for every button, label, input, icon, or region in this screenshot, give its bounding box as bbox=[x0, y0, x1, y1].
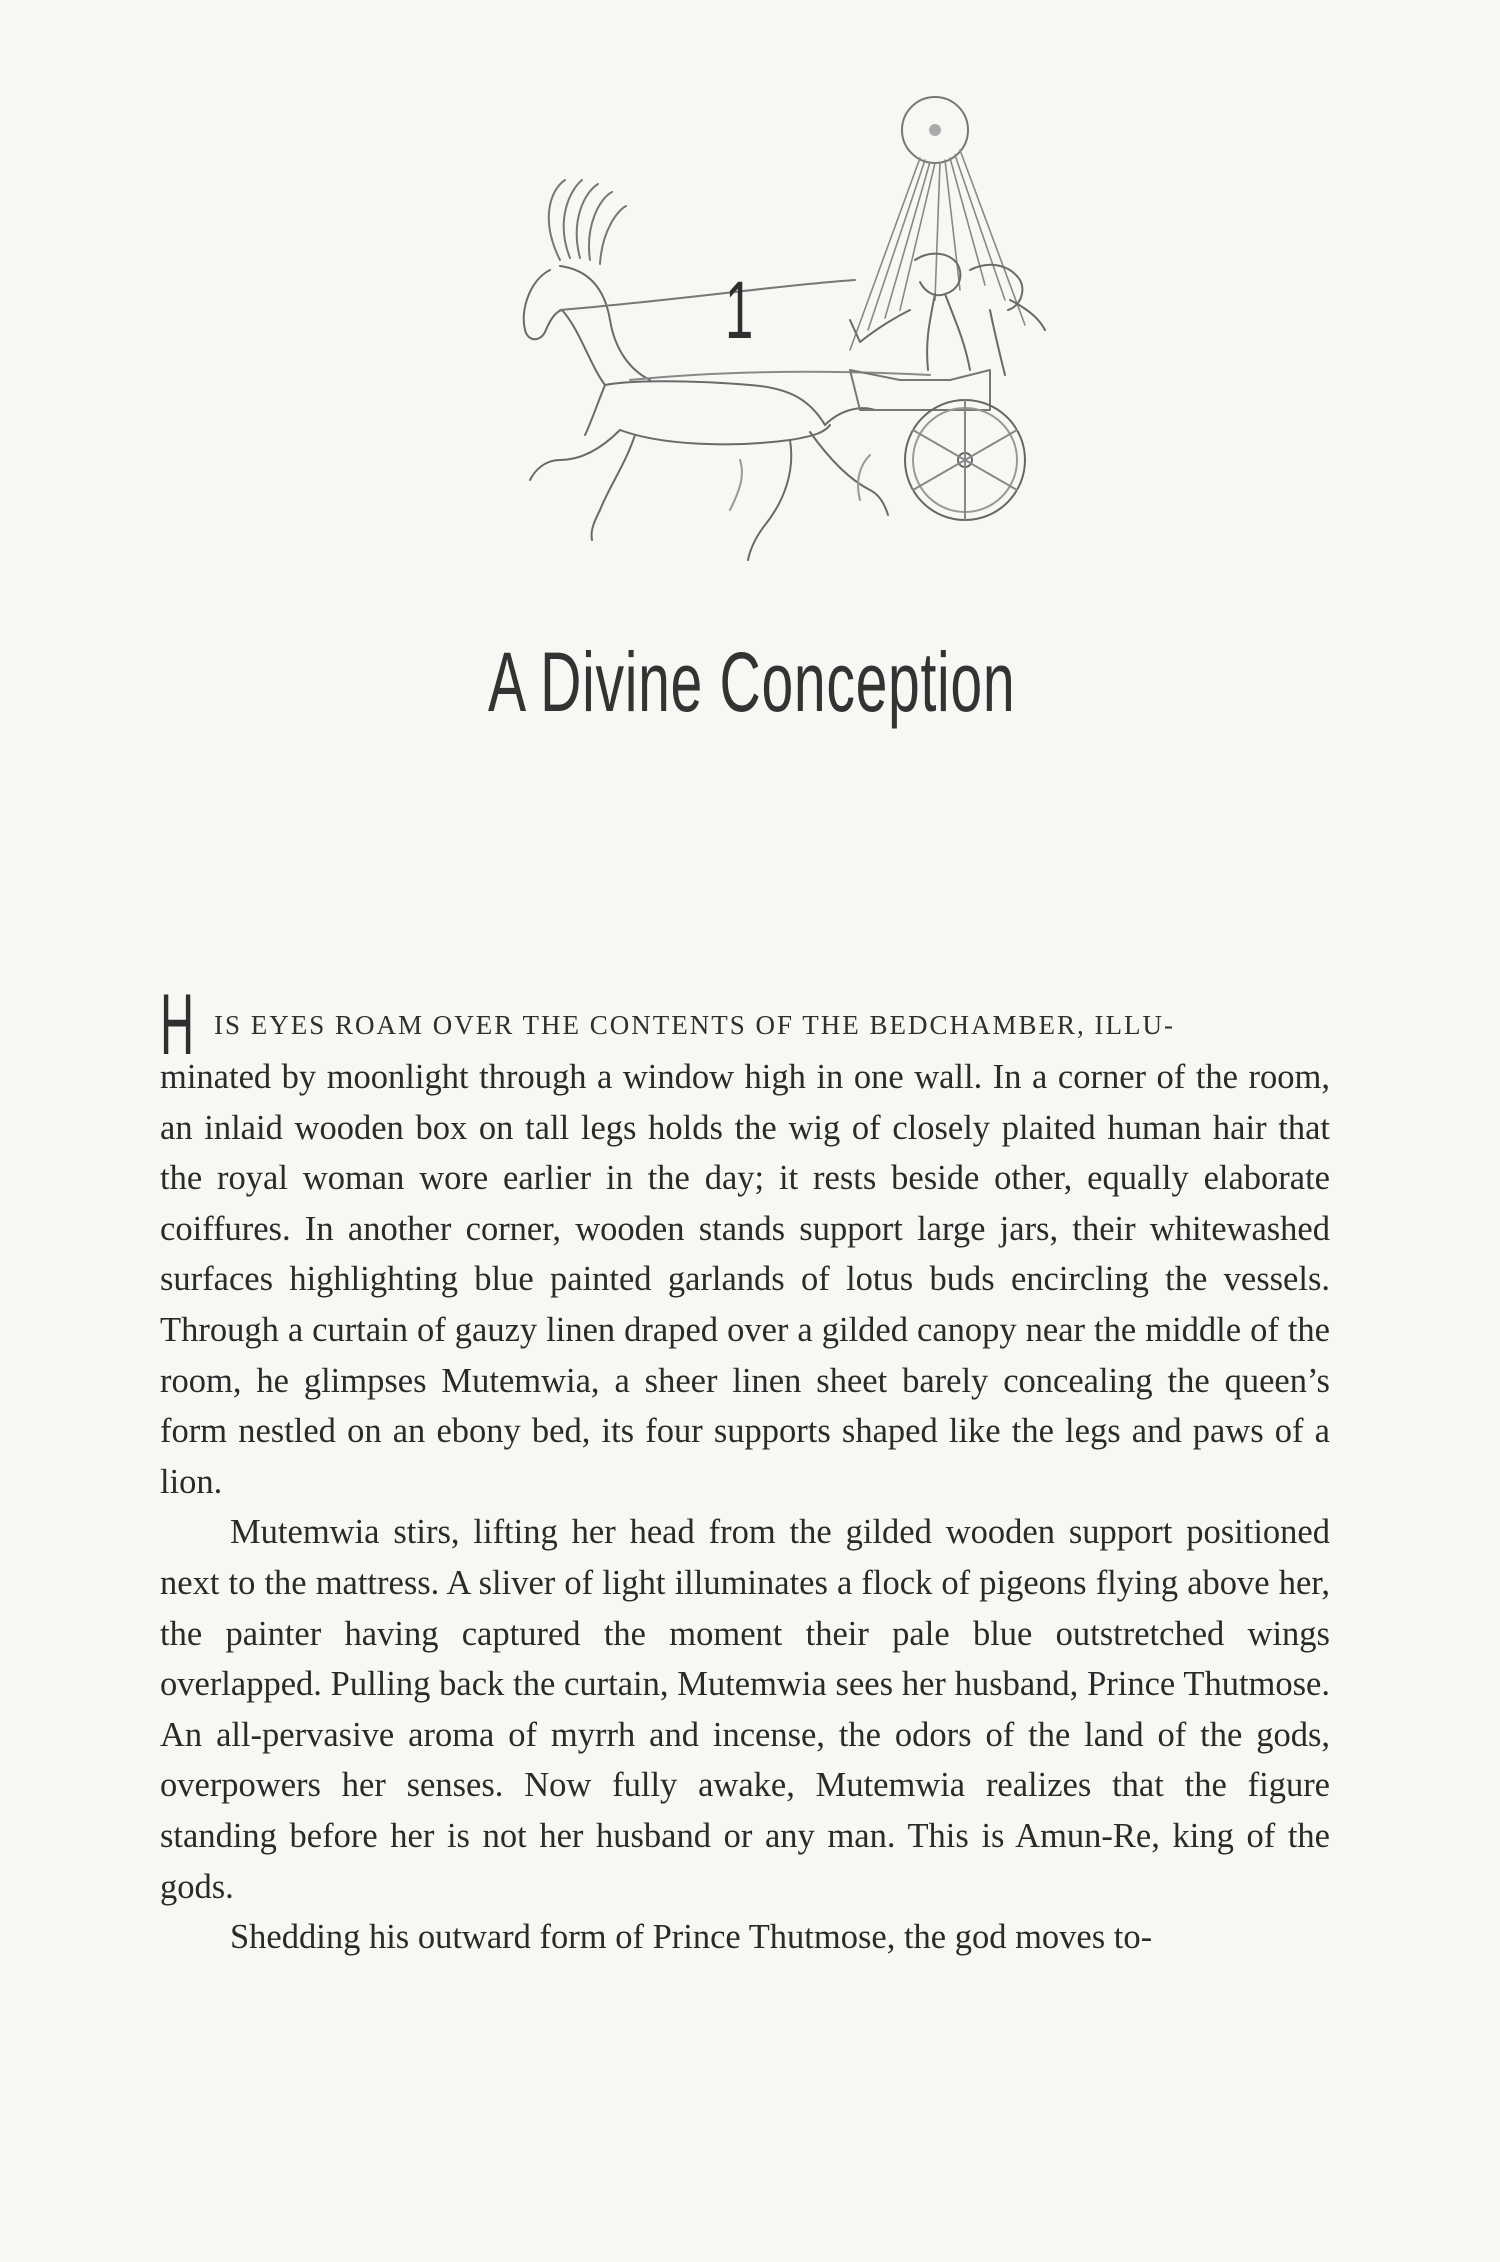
chapter-title: A Divine Conception bbox=[488, 635, 1016, 729]
chapter-body bbox=[160, 977, 1330, 1963]
paragraph-2: Mutemwia stirs, lifting her head from the gilded wooden support positioned next to the mattress. A sliver of light illuminates a flock of pigeons flying above her, the painter having captured the moment their pale blue outstretched wings overlapped. Pulling back the curtain, Mutemwia sees her husband, Prince Thutmose. An all-pervasive aroma of myrrh and incense, the odors of the land of the gods, overpowers her senses. Now fully awake, Mutemwia realizes that the figure standing before her is not her husband or any man. This is Amun-Re, king of the gods. bbox=[160, 1513, 1330, 1906]
chariot-icon bbox=[430, 80, 1070, 640]
paragraph-1: minated by moonlight through a window high in one wall. In a corner of the room, an inlaid wooden box on tall legs holds the wig of closely plaited human hair that the royal woman wore earlier in the day; it rests beside other, equally elaborate coiffures. In another corner, wooden stands support large jars, their whitewashed surfaces highlighting blue painted garlands of lotus buds encircling the vessels. Through a curtain of gauzy linen draped over a gilded canopy near the middle of the room, he glimpses Mutemwia, a sheer linen sheet barely concealing the queen’s form nestled on an ebony bed, its four supports shaped like the legs and paws of a lion. bbox=[160, 1058, 1330, 1501]
drop-cap: H bbox=[160, 977, 195, 1073]
paragraph-3: Shedding his outward form of Prince Thutmose, the god moves to- bbox=[230, 1918, 1153, 1957]
small-caps-lead-in: IS EYES ROAM OVER THE CONTENTS OF THE BEDCHAMBER, ILLU- bbox=[214, 1010, 1176, 1040]
chapter-number: 1 bbox=[725, 265, 754, 356]
opening-line bbox=[160, 977, 1330, 1073]
